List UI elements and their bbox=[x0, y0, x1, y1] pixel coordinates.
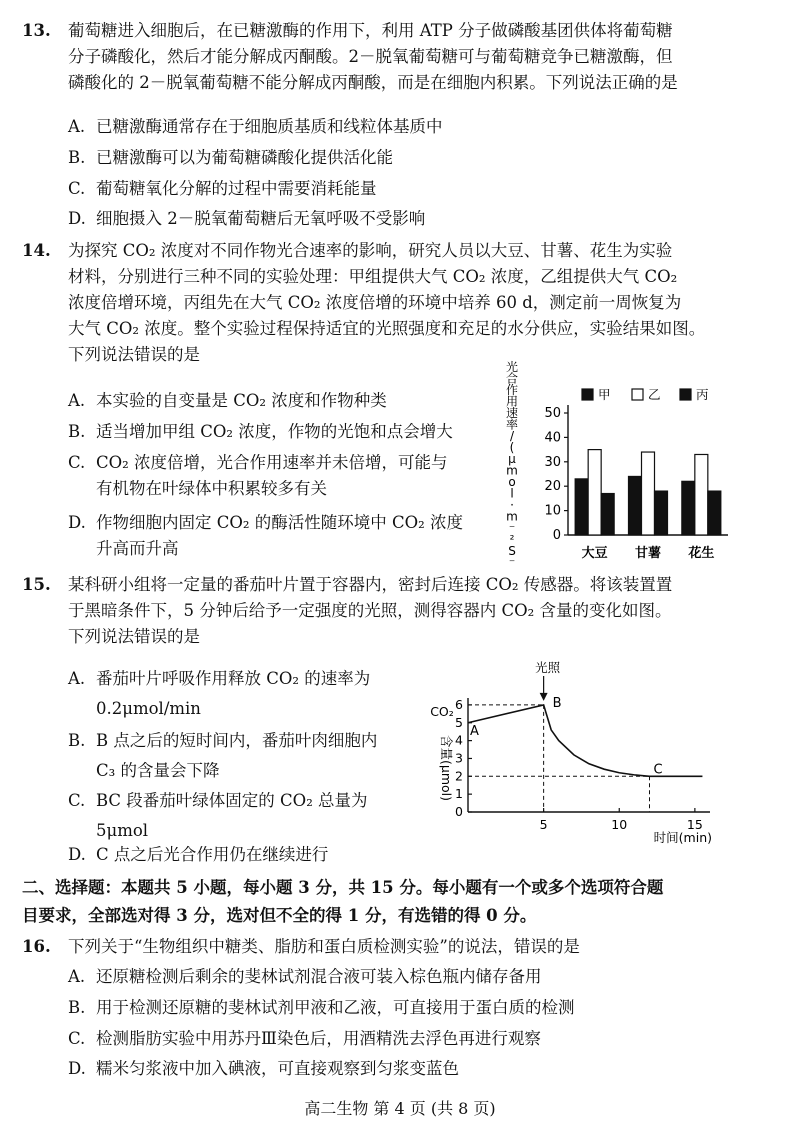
question-stem bbox=[68, 934, 776, 960]
x-tick-label: 15 bbox=[686, 817, 703, 832]
legend bbox=[582, 387, 709, 402]
x-tick-label: 10 bbox=[611, 817, 628, 832]
x-tick-label: 甘薯 bbox=[634, 546, 662, 561]
bar-丙-花生 bbox=[708, 491, 721, 535]
question-16 bbox=[22, 934, 776, 960]
bar-乙-大豆 bbox=[588, 450, 601, 535]
option-a: A. 本实验的自变量是 CO₂ 浓度和作物种类 bbox=[68, 391, 387, 410]
y-tick-label: 3 bbox=[455, 750, 463, 766]
y-tick-label: 5 bbox=[455, 714, 463, 730]
y-tick-label: 2 bbox=[455, 768, 463, 784]
bar-甲-花生 bbox=[682, 481, 695, 535]
y-tick-label: 50 bbox=[544, 406, 561, 421]
bar-乙-甘薯 bbox=[642, 452, 655, 535]
option-a: A. 番茄叶片呼吸作用释放 CO₂ 的速率为 0.2μmol/min bbox=[68, 669, 371, 718]
option-d: D. 作物细胞内固定 CO₂ 的酶活性随环境中 CO₂ 浓度 升高而升高 bbox=[68, 513, 464, 558]
question-number: 16. bbox=[22, 937, 51, 956]
point-label-B: B bbox=[552, 695, 562, 711]
x-axis-label: 时间(min) bbox=[653, 830, 712, 845]
section-2-heading: 二、选择题：本题共 5 小题，每小题 3 分，共 15 分。每小题有一个或多个选项符合题 目要求，全部选对得 3 分，选对但不全的得 1 分，有选错的得 0 分。 bbox=[22, 878, 664, 925]
stem-line: 葡萄糖进入细胞后，在已糖激酶的作用下，利用 ATP 分子做磷酸基团供体将葡萄糖 bbox=[68, 21, 673, 40]
y-axis-label bbox=[506, 359, 518, 565]
stem-line: 于黑暗条件下，5 分钟后给予一定强度的光照，测得容器内 CO₂ 含量的变化如图。 bbox=[68, 601, 672, 620]
question-number: 13. bbox=[22, 21, 51, 40]
x-tick-label: 大豆 bbox=[581, 546, 608, 561]
question-15 bbox=[22, 572, 776, 650]
point-label-A: A bbox=[470, 723, 479, 739]
question-stem bbox=[68, 572, 776, 650]
stem-line: 磷酸化的 2－脱氧葡萄糖不能分解成丙酮酸，而是在细胞内积累。下列说法正确的是 bbox=[68, 73, 678, 92]
option-c: C. CO₂ 浓度倍增，光合作用速率并未倍增，可能与 有机物在叶绿体中积累较多有关 bbox=[68, 453, 448, 498]
option-c: C. BC 段番茄叶绿体固定的 CO₂ 总量为 5μmol bbox=[68, 791, 368, 840]
bars bbox=[575, 450, 721, 535]
stem-line: 大气 CO₂ 浓度。整个实验过程保持适宜的光照强度和充足的水分供应，实验结果如图。 bbox=[68, 319, 706, 338]
legend-swatch bbox=[582, 389, 593, 400]
option-a: A. 已糖激酶通常存在于细胞质基质和线粒体基质中 bbox=[68, 117, 443, 136]
legend-label: 丙 bbox=[696, 387, 709, 402]
bar-丙-甘薯 bbox=[655, 491, 668, 535]
option-b: B. 已糖激酶可以为葡萄糖磷酸化提供活化能 bbox=[68, 148, 393, 167]
y-axis-top-label: CO₂ bbox=[430, 704, 454, 719]
option-d: D. 细胞摄入 2－脱氧葡萄糖后无氧呼吸不受影响 bbox=[68, 209, 426, 228]
y-axis-label-text: 光合作用速率/ ( μ m o l · m ⁻ ² S ⁻ bbox=[505, 360, 519, 565]
question-stem bbox=[68, 18, 776, 96]
question-number: 14. bbox=[22, 241, 51, 260]
point-label-C: C bbox=[653, 762, 663, 778]
stem-line: 分子磷酸化，然后才能分解成丙酮酸。2－脱氧葡萄糖可与葡萄糖竞争已糖激酶，但 bbox=[68, 47, 673, 66]
co2-curve bbox=[468, 705, 702, 776]
stem-line: 下列关于“生物组织中糖类、脂肪和蛋白质检测实验”的说法，错误的是 bbox=[68, 937, 580, 956]
photosynthesis-bar-chart bbox=[500, 355, 740, 565]
y-tick-label: 30 bbox=[544, 454, 561, 470]
bar-甲-大豆 bbox=[575, 479, 588, 535]
option-a: A. 还原糖检测后剩余的斐林试剂混合液可装入棕色瓶内储存备用 bbox=[68, 967, 542, 986]
question-stem bbox=[68, 238, 776, 368]
y-tick-label: 1 bbox=[455, 786, 463, 802]
x-tick-label: 花生 bbox=[688, 546, 715, 561]
option-c: C. 葡萄糖氧化分解的过程中需要消耗能量 bbox=[68, 179, 377, 198]
y-tick-label: 0 bbox=[455, 804, 463, 819]
y-tick-label: 10 bbox=[544, 503, 561, 519]
stem-line: 某科研小组将一定量的番茄叶片置于容器内，密封后连接 CO₂ 传感器。将该装置置 bbox=[68, 575, 673, 594]
light-arrow-head bbox=[540, 693, 548, 701]
stem-line: 材料，分别进行三种不同的实验处理：甲组提供大气 CO₂ 浓度，乙组提供大气 CO₂ bbox=[68, 267, 678, 286]
stem-line: 为探究 CO₂ 浓度对不同作物光合速率的影响，研究人员以大豆、甘薯、花生为实验 bbox=[68, 241, 673, 260]
option-b: B. 适当增加甲组 CO₂ 浓度，作物的光饱和点会增大 bbox=[68, 422, 453, 441]
y-tick-label: 4 bbox=[455, 732, 463, 748]
y-tick-label: 20 bbox=[544, 479, 561, 495]
bar-丙-大豆 bbox=[601, 494, 614, 535]
y-tick-label: 0 bbox=[552, 528, 561, 543]
stem-line: 下列说法错误的是 bbox=[68, 345, 200, 364]
question-13 bbox=[22, 18, 776, 96]
x-tick-label: 5 bbox=[539, 817, 548, 832]
axes bbox=[455, 676, 710, 832]
stem-line: 下列说法错误的是 bbox=[68, 627, 200, 646]
question-number: 15. bbox=[22, 575, 51, 594]
option-d: D. 糯米匀浆液中加入碘液，可直接观察到匀浆变蓝色 bbox=[68, 1059, 459, 1078]
legend-swatch bbox=[680, 389, 691, 400]
co2-line-chart bbox=[420, 660, 730, 845]
stem-line: 浓度倍增环境，丙组先在大气 CO₂ 浓度倍增的环境中培养 60 d，测定前一周恢复为 bbox=[68, 293, 682, 312]
option-d: D. C 点之后光合作用仍在继续进行 bbox=[68, 845, 329, 864]
curve bbox=[468, 696, 702, 777]
bar-乙-花生 bbox=[695, 454, 708, 535]
light-annotation: 光照 bbox=[535, 660, 561, 675]
legend-label: 乙 bbox=[648, 387, 661, 402]
option-b: B. B 点之后的短时间内，番茄叶肉细胞内 C₃ 的含量会下降 bbox=[68, 731, 378, 780]
option-c: C. 检测脂肪实验中用苏丹Ⅲ染色后，用酒精洗去浮色再进行观察 bbox=[68, 1029, 541, 1048]
legend-swatch bbox=[632, 389, 643, 400]
y-tick-label: 6 bbox=[455, 696, 463, 712]
bar-甲-甘薯 bbox=[629, 476, 642, 535]
page-footer: 高二生物 第 4 页 (共 8 页) bbox=[304, 1099, 496, 1118]
legend-label: 甲 bbox=[598, 387, 611, 402]
y-axis-label: 含量(μmol) bbox=[439, 734, 454, 802]
y-tick-label: 40 bbox=[544, 430, 561, 446]
question-14 bbox=[22, 238, 776, 368]
option-b: B. 用于检测还原糖的斐林试剂甲液和乙液，可直接用于蛋白质的检测 bbox=[68, 998, 575, 1017]
